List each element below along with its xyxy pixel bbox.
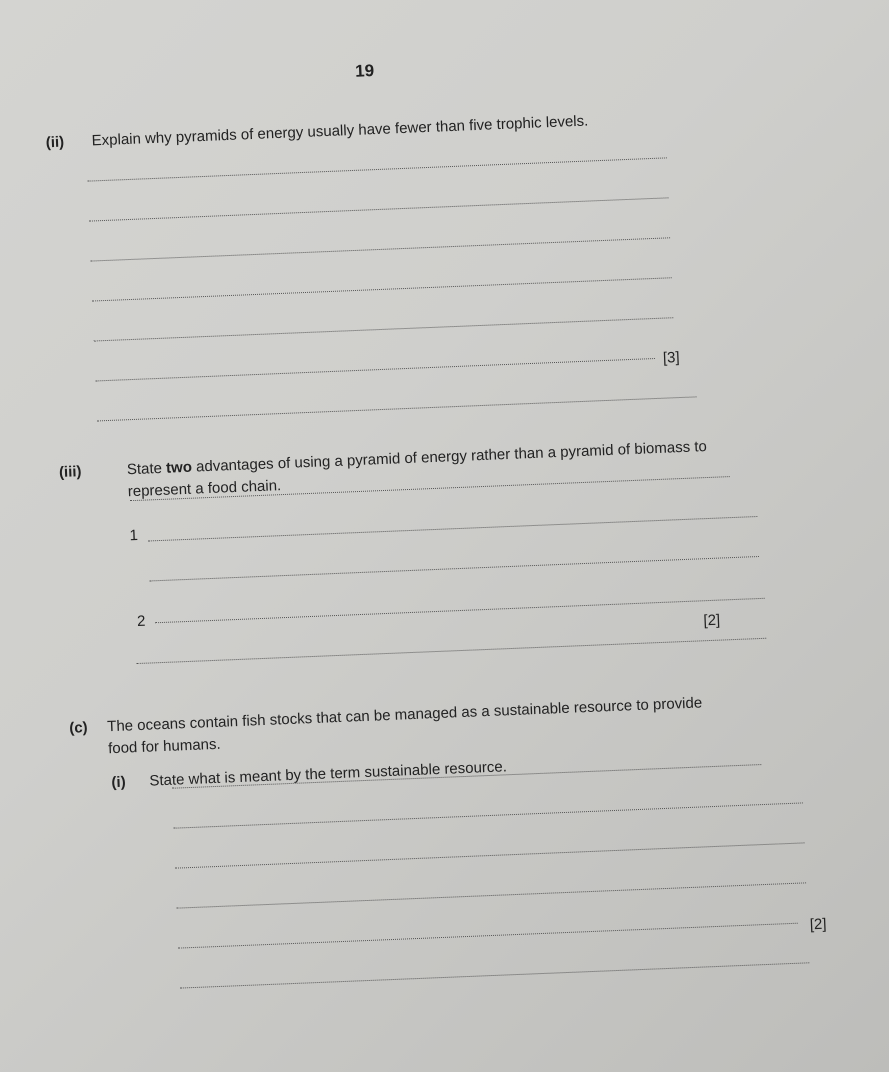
- page-number: 19: [354, 61, 375, 81]
- item-number-2: 2: [136, 612, 146, 630]
- question-iii-text: State two advantages of using a pyramid of energy rather than a pyramid of biomass to: [126, 438, 708, 479]
- answer-line[interactable]: [89, 197, 669, 221]
- question-c-i-label: (i): [111, 773, 127, 792]
- marks-c-i: [2]: [809, 915, 827, 934]
- marks-ii: [3]: [662, 349, 680, 367]
- question-c-label: (c): [68, 719, 88, 737]
- question-ii-label: (ii): [45, 133, 65, 152]
- answer-line[interactable]: [91, 237, 671, 261]
- answer-line[interactable]: [94, 317, 674, 341]
- answer-line[interactable]: [175, 842, 805, 868]
- answer-line[interactable]: [155, 598, 765, 623]
- question-c-i-text: State what is meant by the term sustainable resource.: [149, 758, 508, 790]
- answer-line[interactable]: [87, 157, 667, 181]
- answer-line[interactable]: [178, 923, 798, 949]
- answer-line[interactable]: [97, 396, 697, 421]
- item-number-1: 1: [129, 526, 139, 545]
- question-c-text-line2: food for humans.: [107, 735, 221, 758]
- question-iii-label: (iii): [58, 463, 82, 482]
- question-c-text: The oceans contain fish stocks that can be managed as a sustainable resource to provide: [106, 694, 703, 736]
- answer-line[interactable]: [95, 358, 655, 381]
- answer-line[interactable]: [149, 556, 759, 581]
- answer-line[interactable]: [137, 638, 767, 664]
- answer-line[interactable]: [148, 516, 758, 541]
- marks-iii: [2]: [703, 611, 721, 630]
- question-iii-text-line2: represent a food chain.: [127, 477, 282, 501]
- answer-line[interactable]: [177, 882, 807, 908]
- question-ii-text: Explain why pyramids of energy usually have fewer than five trophic levels.: [91, 112, 589, 150]
- answer-line[interactable]: [92, 277, 672, 301]
- answer-line[interactable]: [180, 962, 810, 988]
- answer-line[interactable]: [173, 802, 803, 828]
